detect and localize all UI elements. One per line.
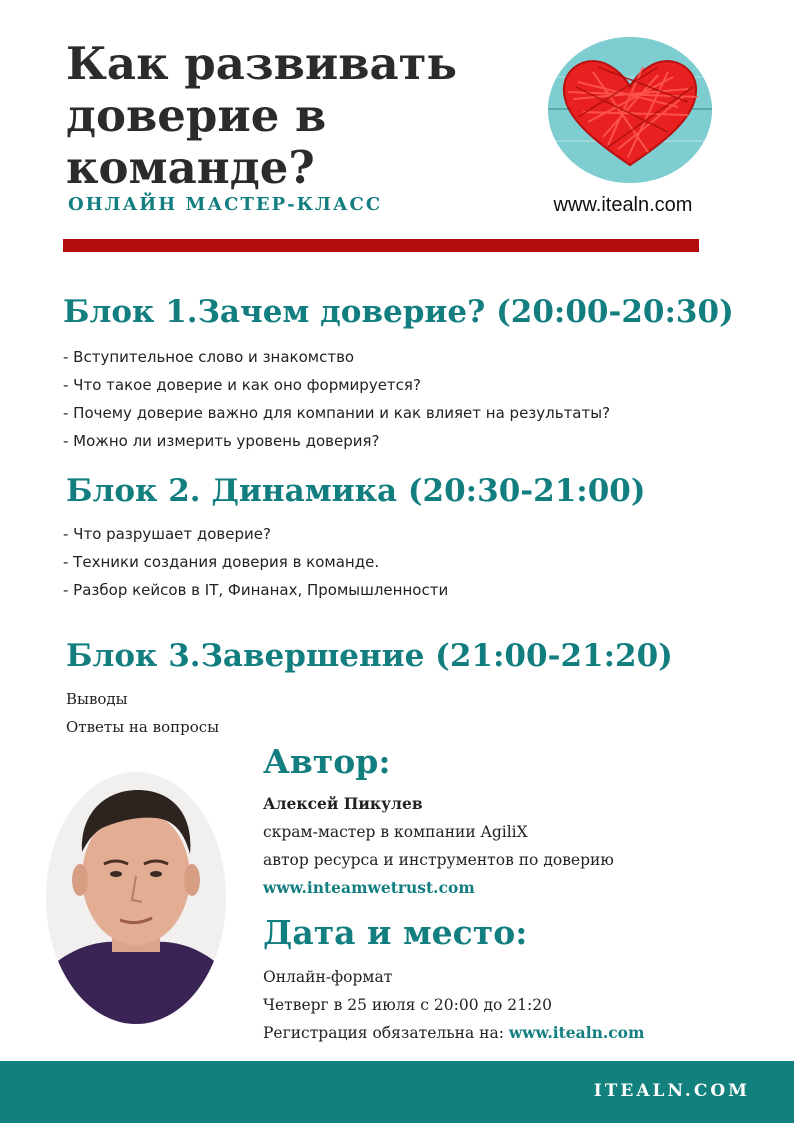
block-2-list <box>63 520 448 604</box>
heart-image <box>548 37 712 183</box>
subtitle: ОНЛАЙН МАСТЕР-КЛАСС <box>68 194 383 215</box>
event-heading: Дата и место: <box>263 913 528 952</box>
footer-site[interactable]: ITEALN.COM <box>593 1081 750 1101</box>
event-info <box>263 963 644 1047</box>
author-info <box>263 790 614 902</box>
list-item: - Что такое доверие и как оно формируется? <box>63 376 421 394</box>
list-item: - Вступительное слово и знакомство <box>63 348 355 366</box>
author-heading: Автор: <box>263 742 391 781</box>
list-item: - Разбор кейсов в IT, Финанах, Промышленности <box>63 581 449 599</box>
author-photo <box>46 772 226 1024</box>
divider-rule <box>63 239 699 252</box>
block-2-title: Блок 2. Динамика (20:30-21:00) <box>66 473 646 509</box>
registration-label: Регистрация обязательна на: <box>263 1024 509 1042</box>
list-item: - Почему доверие важно для компании и как влияет на результаты? <box>63 404 611 422</box>
author-link[interactable]: www.inteamwetrust.com <box>263 878 475 897</box>
list-item: - Техники создания доверия в команде. <box>63 553 380 571</box>
event-datetime: Четверг в 25 июля с 20:00 до 21:20 <box>263 996 552 1014</box>
list-item: Выводы <box>66 690 128 708</box>
list-item: - Можно ли измерить уровень доверия? <box>63 432 380 450</box>
block-3-list <box>66 685 219 741</box>
footer-bar <box>0 1061 794 1123</box>
author-role: скрам-мастер в компании AgiliX <box>263 823 528 841</box>
event-format: Онлайн-формат <box>263 968 393 986</box>
author-name: Алексей Пикулев <box>263 794 423 813</box>
author-description: автор ресурса и инструментов по доверию <box>263 851 614 869</box>
registration-link[interactable]: www.itealn.com <box>508 1023 645 1042</box>
block-1-list <box>63 343 610 455</box>
block-3-title: Блок 3.Завершение (21:00-21:20) <box>66 638 673 674</box>
list-item: - Что разрушает доверие? <box>63 525 271 543</box>
event-registration <box>263 1019 644 1047</box>
page-title: Как развивать доверие в команде? <box>66 37 458 194</box>
list-item: Ответы на вопросы <box>66 718 220 736</box>
site-url: www.itealn.com <box>553 194 693 216</box>
block-1-title: Блок 1.Зачем доверие? (20:00-20:30) <box>63 294 734 330</box>
